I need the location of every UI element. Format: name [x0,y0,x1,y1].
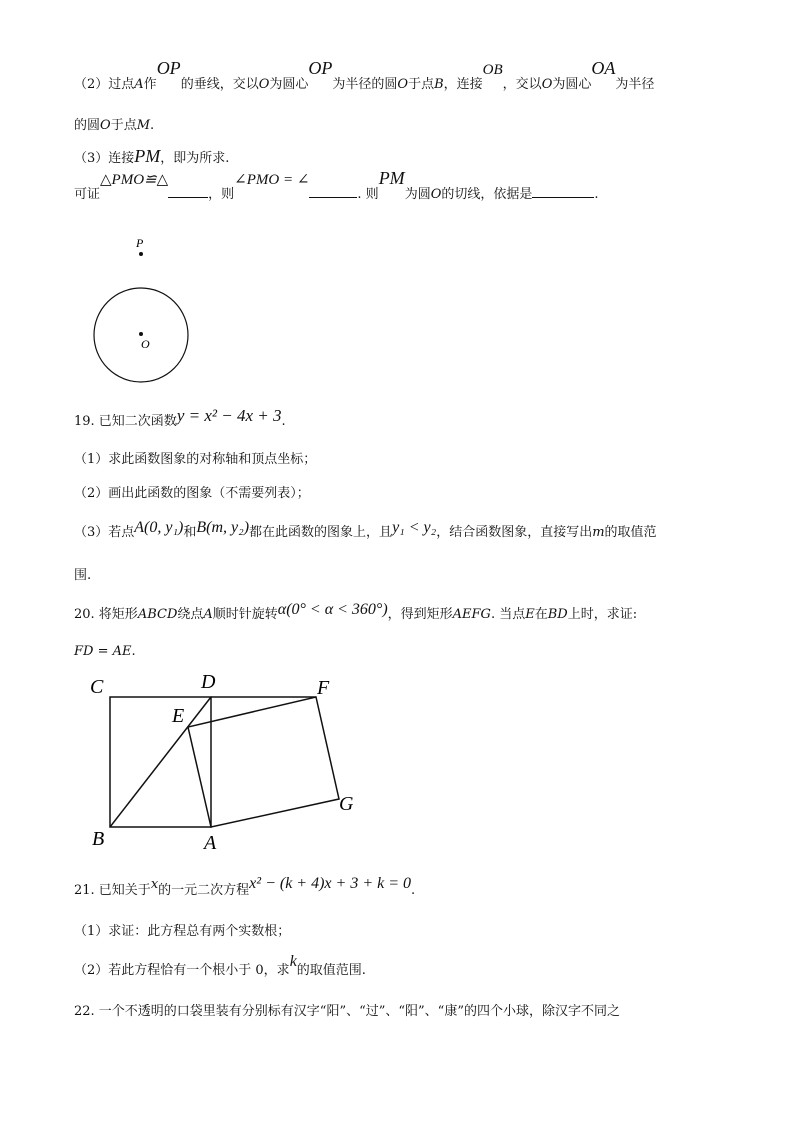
label-o: O [141,337,150,351]
label-g: G [339,793,354,815]
q19-part3: （3）若点A(0, y₁)和B(m, y₂)都在此函数的图象上，且y₁ < y₂，结合函数图象，直接写出m的取值范 [74,519,657,540]
label-a: A [204,832,217,854]
q18-part2-line2: 的圆O于点M. [74,118,155,133]
label-c: C [90,676,104,698]
label-f: F [317,677,330,699]
q21-part1: （1）求证：此方程总有两个实数根； [74,924,291,939]
q18-proof: 可证△PMO≌△，则∠PMO = ∠. 则PM为圆O的切线，依据是 . [74,168,599,202]
q21-part2: （2）若此方程恰有一个根小于 0，求k的取值范围. [74,953,366,978]
label-b: B [92,828,105,850]
label-p: P [136,236,144,250]
q20-stem: 20. 将矩形ABCD绕点A顺时针旋转α(0° < α < 360°)，得到矩形AEFG. 当点E在BD上时，求证: [74,601,638,622]
q19-part3-line2: 围. [74,568,92,583]
q19-part1: （1）求此函数图象的对称轴和顶点坐标； [74,452,317,467]
q21-stem: 21. 已知关于x的一元二次方程x² − (k + 4)x + 3 + k = 0. [74,875,416,898]
q20-goal: FD = AE. [74,644,136,659]
q18-part3: （3）连接PM，即为所求. [74,146,230,166]
label-e: E [172,705,185,727]
q18-part2-line1: （2）过点A作OP的垂线，交以O为圆心OP为半径的圆O于点B，连接OB，交以O为圆心OA为半径 [74,58,655,92]
q22-stem: 22. 一个不透明的口袋里装有分别标有汉字“阳”、“过”、“阳”、“康”的四个小球，除汉字不同之 [74,1004,620,1019]
label-d: D [201,671,216,693]
q19-stem: 19. 已知二次函数y = x² − 4x + 3. [74,406,286,429]
q19-part2: （2）画出此函数的图象（不需要列表）； [74,486,310,501]
